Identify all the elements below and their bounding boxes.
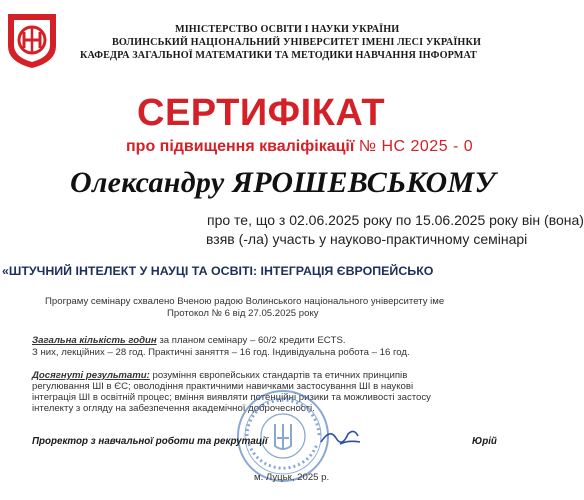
university-heading: ВОЛИНСЬКИЙ НАЦІОНАЛЬНИЙ УНІВЕРСИТЕТ ІМЕНІ ЛЕСІ УКРАЇНКИ (112, 37, 481, 48)
rector-name: Юрій (472, 436, 497, 447)
achievements-text-1: розуміння європейських стандартів та етичних принципів (149, 370, 408, 381)
date-range-line: про те, що з 02.06.2025 року по 15.06.2025 року він (вона) (207, 212, 584, 228)
achievements-label: Досягнуті результати: (32, 370, 150, 381)
program-approval: Програму семінару схвалено Вченою радою Волинського національного університету іме (45, 296, 445, 307)
certificate-title: СЕРТИФІКАТ (137, 92, 386, 134)
total-hours-value: за планом семінару – 60/2 кредити ECTS. (156, 335, 346, 346)
rector-title: Проректор з навчальної роботи та рекрутації (32, 436, 268, 447)
city-date: м. Луцьк, 2025 р. (254, 472, 330, 483)
protocol-line: Протокол № 6 від 27.05.2025 року (167, 308, 319, 319)
department-heading: КАФЕДРА ЗАГАЛЬНОЇ МАТЕМАТИКИ ТА МЕТОДИКИ НАВЧАННЯ ІНФОРМАТ (80, 50, 477, 61)
achievements-line-2: регулювання ШІ в ЄС; оволодіння практичними навичками застосування ШІ в наукові (32, 381, 414, 392)
achievements-line-3: інтеграція ШІ в освітній процес; вміння виявляти потенційні ризики та можливості застосу (32, 392, 431, 403)
total-hours-label: Загальна кількість годин (32, 335, 157, 346)
achievements-block (32, 370, 431, 414)
subtitle-text: про підвищення кваліфікації (126, 138, 359, 155)
seminar-title: «ШТУЧНИЙ ІНТЕЛЕКТ У НАУЦІ ТА ОСВІТІ: ІНТЕГРАЦІЯ ЄВРОПЕЙСЬКО (2, 264, 434, 278)
achievements-line-4: інтелекту з огляду на забезпечення академічної доброчесності. (32, 403, 315, 414)
total-hours-line (32, 335, 346, 346)
participation-line: взяв (-ла) участь у науково-практичному семінарі (206, 231, 528, 247)
ministry-heading: МІНІСТЕРСТВО ОСВІТИ І НАУКИ УКРАЇНИ (175, 24, 400, 35)
certificate-subtitle (126, 138, 473, 156)
university-logo-icon (6, 12, 58, 70)
certificate-number: № НС 2025 - 0 (358, 138, 474, 155)
recipient-name: Олександру ЯРОШЕВСЬКОМУ (70, 166, 496, 199)
achievements-line-1 (32, 370, 431, 381)
signature-icon (318, 424, 364, 448)
hours-breakdown: З них, лекційних – 28 год. Практичні заняття – 16 год. Індивідуальна робота – 16 год. (32, 347, 410, 358)
